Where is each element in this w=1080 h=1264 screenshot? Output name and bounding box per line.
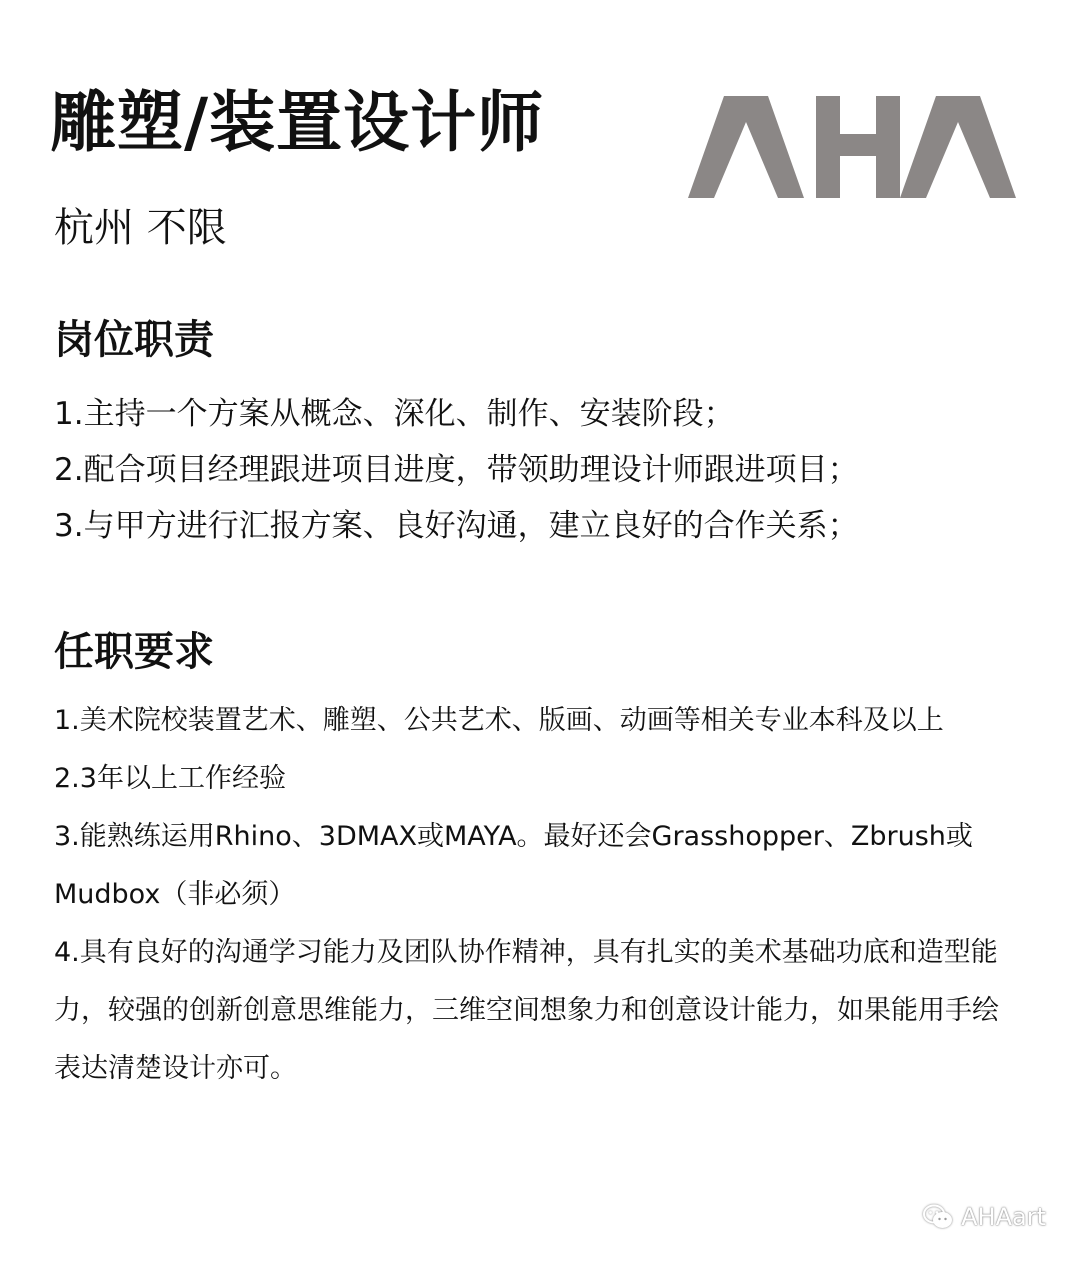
list-item: 3.与甲方进行汇报方案、良好沟通，建立良好的合作关系； — [54, 508, 859, 544]
logo-letter-h — [816, 96, 900, 198]
list-item: 3.能熟练运用Rhino、3DMAX或MAYA。最好还会Grasshopper、Zbrush或Mudbox（非必须） — [54, 821, 973, 910]
responsibilities-list — [54, 386, 859, 554]
list-item: 1.美术院校装置艺术、雕塑、公共艺术、版画、动画等相关专业本科及以上 — [54, 705, 944, 736]
job-title: 雕塑/装置设计师 — [50, 84, 545, 161]
responsibilities-heading: 岗位职责 — [54, 317, 214, 363]
requirements-list — [54, 692, 1024, 1098]
requirements-heading: 任职要求 — [54, 629, 214, 675]
logo-letter-a-right — [900, 96, 1016, 198]
list-item: 2.3年以上工作经验 — [54, 763, 286, 794]
job-location: 杭州 不限 — [54, 205, 227, 251]
list-item: 4.具有良好的沟通学习能力及团队协作精神，具有扎实的美术基础功底和造型能力，较强的创新创意思维能力，三维空间想象力和创意设计能力，如果能用手绘表达清楚设计亦可。 — [54, 937, 999, 1084]
list-item: 1.主持一个方案从概念、深化、制作、安装阶段； — [54, 396, 735, 432]
watermark — [923, 1201, 1046, 1233]
list-item: 2.配合项目经理跟进项目进度，带领助理设计师跟进项目； — [54, 452, 859, 488]
logo-letter-a-left — [688, 96, 804, 198]
wechat-icon — [923, 1204, 953, 1230]
watermark-text: AHAart — [961, 1203, 1046, 1231]
aha-logo — [688, 96, 1016, 198]
